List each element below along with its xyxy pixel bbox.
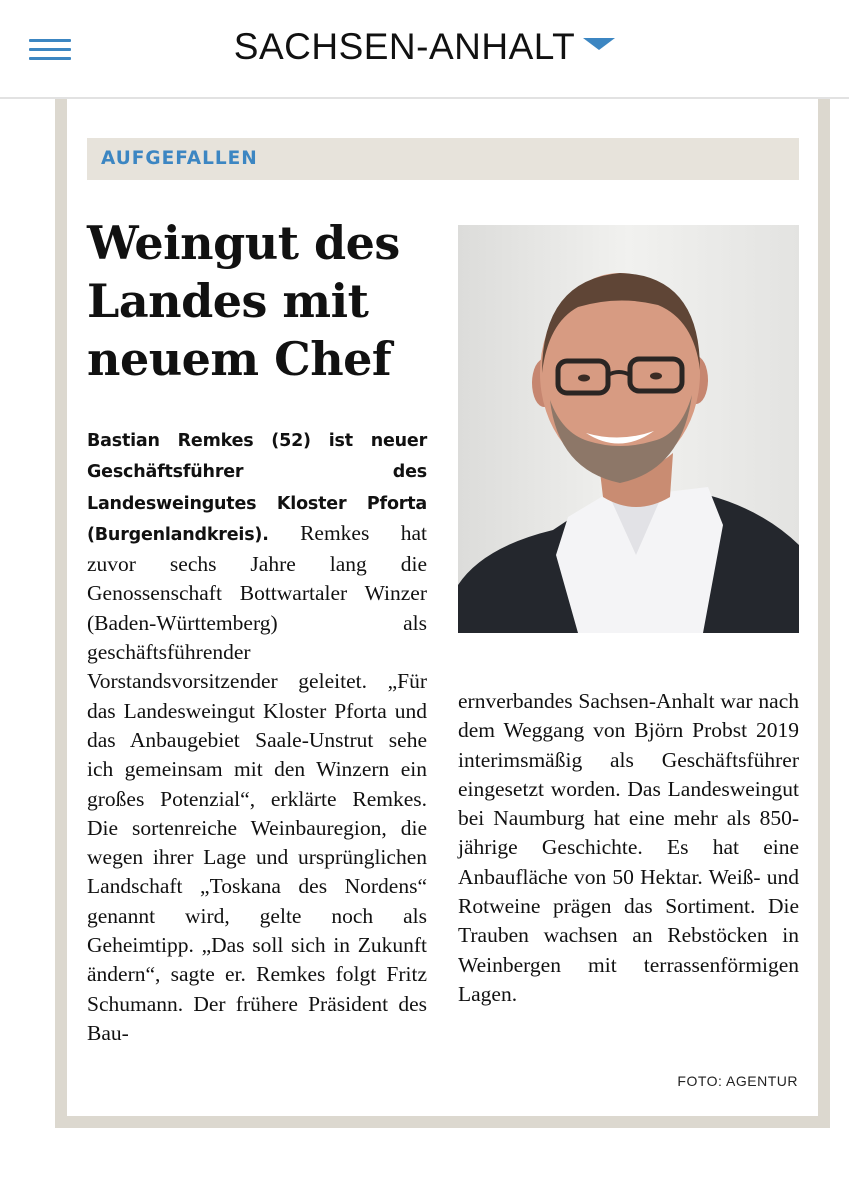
photo-credit: FOTO: AGENTUR bbox=[677, 1073, 798, 1089]
article-body-part-2: ernverbandes Sachsen-Anhalt war nach dem Weggang von Björn Probst 2019 interimsmäßig als Geschäftsführer eingesetzt worden. Das Landesweingut bei Naumburg hat eine mehr als 850-jährige Geschichte. Es hat eine Anbaufläche von 50 Hektar. Weiß- und Rotweine prägen das Sortiment. Die Trauben wachsen an Rebstöcken in Weinbergen mit terrassenförmigen Lagen. bbox=[458, 689, 799, 1006]
caret-down-icon bbox=[583, 38, 615, 50]
article-column-1 bbox=[87, 425, 427, 1048]
top-bar bbox=[0, 0, 849, 99]
kicker-bar bbox=[87, 138, 799, 180]
article-body-part-1: Remkes hat zuvor sechs Jahre lang die Genossenschaft Bottwartaler Winzer (Baden-Württemberg) als geschäftsführender Vorstandsvorsitzender geleitet. „Für das Landesweingut Kloster Pforta und das Anbaugebiet Saale-Unstrut sehe ich gemeinsam mit den Winzern ein großes Potenzial“, erklärte Remkes. Die sortenreiche Weinbauregion, die wegen ihrer Lage und ursprünglichen Landschaft „Toskana des Nordens“ genannt wird, gelte noch als Geheimtipp. „Das soll sich in Zukunft ändern“, sagte er. Remkes folgt Fritz Schumann. Der frühere Präsident des Bau- bbox=[87, 520, 427, 1045]
region-selector[interactable] bbox=[0, 26, 849, 68]
article-headline: Weingut des Landes mit neuem Chef bbox=[87, 216, 400, 386]
region-label: SACHSEN-ANHALT bbox=[233, 26, 576, 67]
kicker-label: AUFGEFALLEN bbox=[101, 148, 258, 169]
article-lead: Bastian Remkes (52) ist neuer Geschäftsführer des Landesweingutes Kloster Pforta (Burgenlandkreis). bbox=[87, 431, 427, 545]
portrait-photo bbox=[458, 225, 799, 633]
article-column-2 bbox=[458, 687, 799, 1009]
